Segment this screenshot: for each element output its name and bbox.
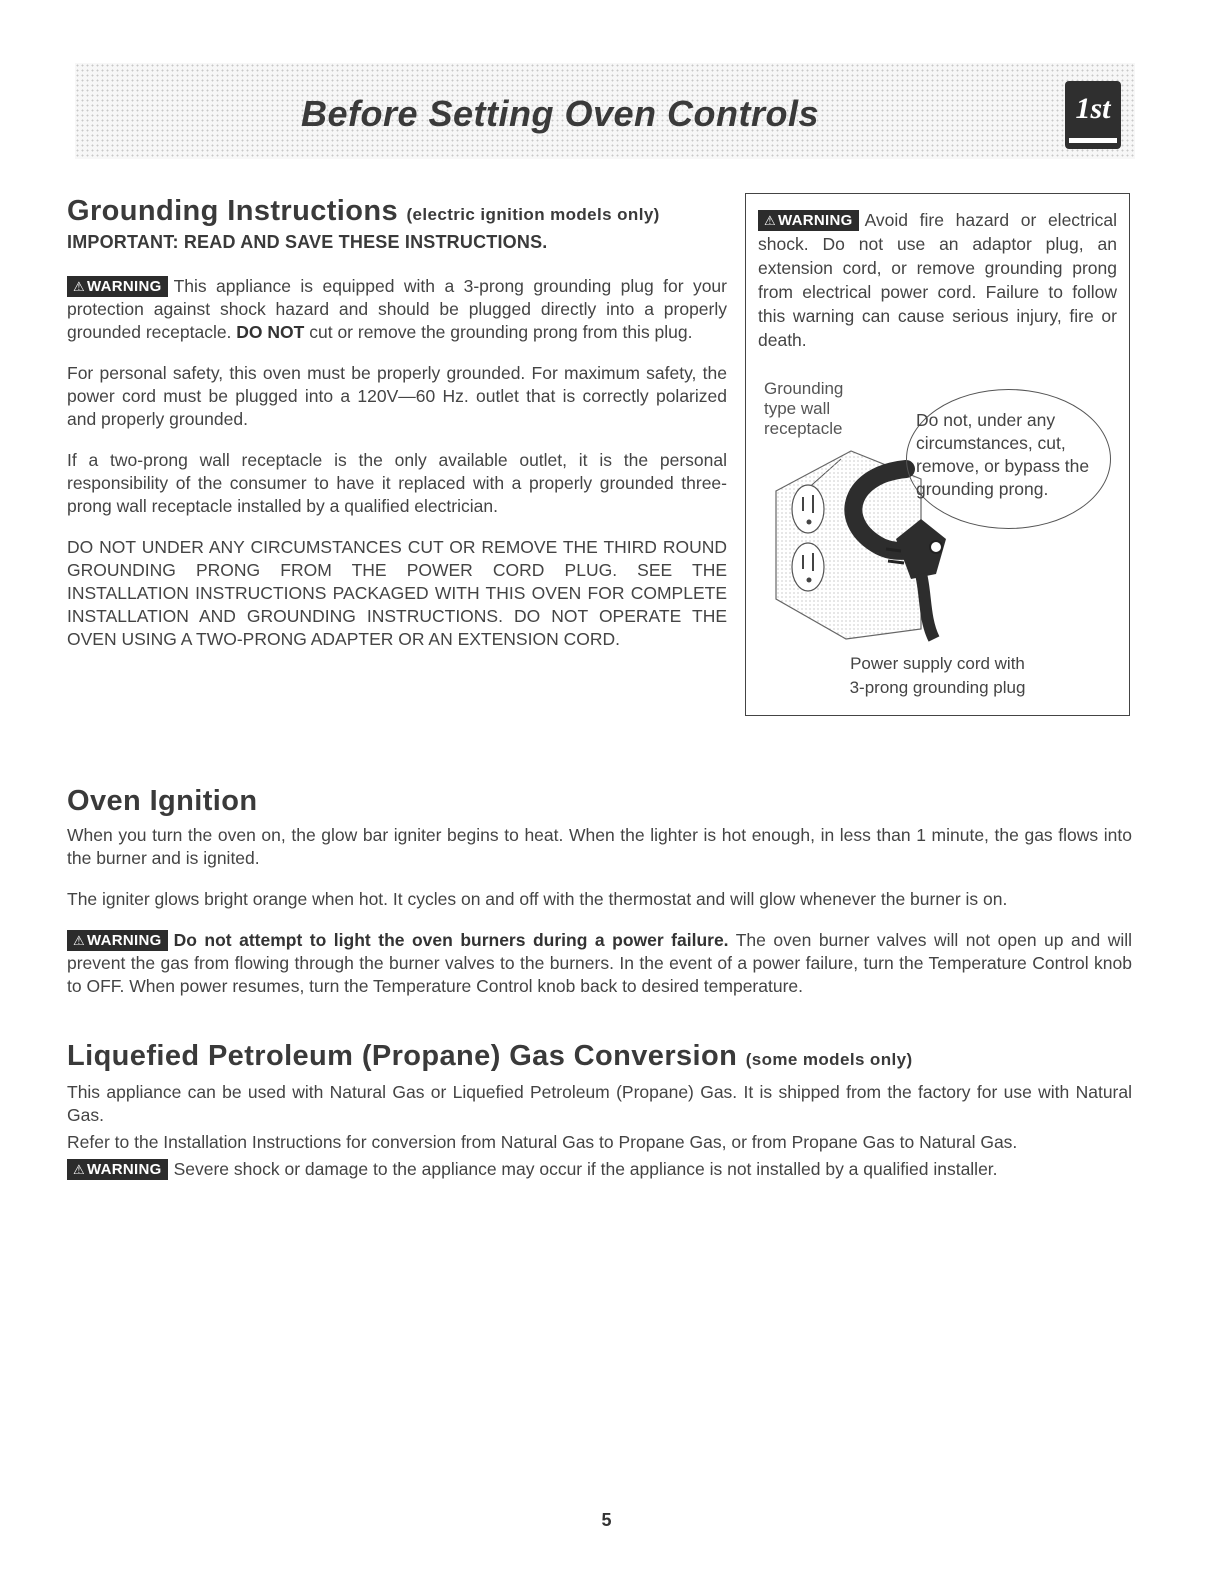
grounding-section xyxy=(67,195,727,669)
lp-paragraph-2: Refer to the Installation Instructions for conversion from Natural Gas to Propane Gas, or from Propane Gas to Natural Gas. xyxy=(67,1132,1018,1152)
warning-badge: ⚠ WARNING xyxy=(67,930,168,951)
warning-triangle-icon: ⚠ xyxy=(73,933,85,948)
ignition-warning-paragraph xyxy=(67,929,1132,998)
lp-heading xyxy=(67,1040,1132,1073)
grounding-title-note: (electric ignition models only) xyxy=(406,205,660,224)
grounding-warning-text-1: This appliance is equipped with a 3-prong grounding plug for your protection against shock hazard and should be plugged directly into a properly grounded receptacle. xyxy=(67,276,727,342)
ignition-warning-text: The oven burner valves will not open up and will prevent the gas from flowing through the burner valves to the burners. In the event of a power failure, turn the Temperature Control knob to OFF. When power resumes, turn the Temperature Control knob back to desired temperature. xyxy=(67,930,1133,996)
warning-badge: ⚠ WARNING xyxy=(758,210,859,231)
grounding-safety-paragraph: For personal safety, this oven must be properly grounded. For maximum safety, the power cord must be plugged into a 120V—60 Hz. outlet that is correctly polarized and properly grounded. xyxy=(67,363,727,429)
grounding-warning-text-2: cut or remove the grounding prong from this plug. xyxy=(309,322,693,342)
lp-conversion-section xyxy=(67,1040,1132,1181)
grounding-two-prong-paragraph: If a two-prong wall receptacle is the only available outlet, it is the personal responsibility of the consumer to have it replaced with a properly grounded three-prong wall receptacle installed by a qualified electrician. xyxy=(67,450,727,516)
warning-badge: ⚠ WARNING xyxy=(67,1159,168,1180)
outlet-lower-icon xyxy=(792,543,824,591)
sidebox-warning-text: Avoid fire hazard or electrical shock. Do not use an adaptor plug, an extension cord, or remove grounding prong from electrical power cord. Failure to follow this warning can cause serious injury, fire or death. xyxy=(758,210,1117,350)
lp-paragraph-1: This appliance can be used with Natural Gas or Liquefied Petroleum (Propane) Gas. It is shipped from the factory for use with Natural Gas. xyxy=(67,1082,1132,1125)
header-banner xyxy=(75,63,1135,159)
warning-triangle-icon: ⚠ xyxy=(73,279,85,294)
ignition-warning-bold: Do not attempt to light the oven burners during a power failure. xyxy=(173,930,729,950)
oven-ignition-section xyxy=(67,785,1132,998)
grounding-warning-paragraph xyxy=(67,275,727,344)
warning-badge: ⚠ WARNING xyxy=(67,276,168,297)
receptacle-illustration xyxy=(756,379,1121,649)
do-not-emphasis: DO NOT xyxy=(236,322,305,342)
first-step-icon-label: 1st xyxy=(1075,92,1111,125)
lp-warning-paragraph xyxy=(67,1158,1132,1181)
page-number: 5 xyxy=(601,1510,612,1530)
outlet-upper-icon xyxy=(792,485,824,533)
receptacle-label: Grounding type wall receptacle xyxy=(764,379,844,438)
lp-warning-text: Severe shock or damage to the appliance may occur if the appliance is not installed by a qualified installer. xyxy=(173,1159,998,1179)
ignition-title: Oven Ignition xyxy=(67,785,258,817)
ignition-paragraph-1: When you turn the oven on, the glow bar igniter begins to heat. When the lighter is hot enough, in less than 1 minute, the gas flows into the burner and is ignited. xyxy=(67,825,1132,868)
ignition-paragraph-2: The igniter glows bright orange when hot. It cycles on and off with the thermostat and will glow whenever the burner is on. xyxy=(67,889,1008,909)
grounding-important: IMPORTANT: READ AND SAVE THESE INSTRUCTIONS. xyxy=(67,232,548,252)
lp-title: Liquefied Petroleum (Propane) Gas Conversion xyxy=(67,1040,738,1072)
warning-triangle-icon: ⚠ xyxy=(764,213,776,228)
page-title: Before Setting Oven Controls xyxy=(300,93,820,134)
lp-title-note: (some models only) xyxy=(745,1050,913,1069)
grounding-title: Grounding Instructions xyxy=(67,195,399,227)
sidebox-warning-paragraph xyxy=(758,208,1117,352)
grounding-heading xyxy=(67,195,727,228)
illustration-caption: Power supply cord with 3-prong grounding plug xyxy=(849,654,1026,697)
grounding-warning-box xyxy=(745,193,1130,716)
bubble-text: Do not, under any circumstances, cut, remove, or bypass the grounding prong. xyxy=(916,410,1090,499)
grounding-caps-paragraph: DO NOT UNDER ANY CIRCUMSTANCES CUT OR REMOVE THE THIRD ROUND GROUNDING PRONG FROM THE POWER CORD PLUG. SEE THE INSTALLATION INSTRUCTIONS PACKAGED WITH THIS OVEN FOR COMPLETE INSTALLATION AND GROUNDING INSTRUCTIONS. DO NOT OPERATE THE OVEN USING A TWO-PRONG ADAPTER OR AN EXTENSION CORD. xyxy=(67,537,727,649)
warning-triangle-icon: ⚠ xyxy=(73,1162,85,1177)
first-step-icon xyxy=(1065,81,1121,149)
